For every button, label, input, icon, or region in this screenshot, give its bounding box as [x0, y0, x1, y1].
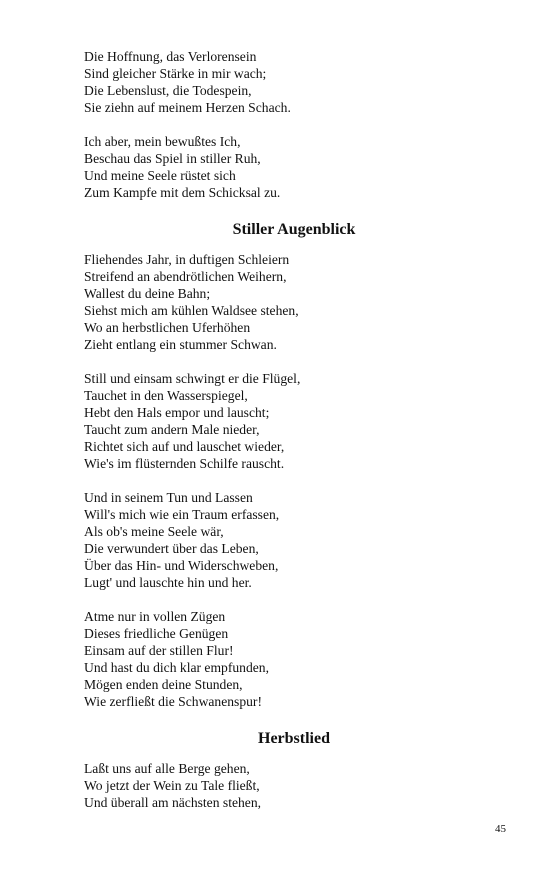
page-content: [84, 48, 504, 828]
verse-line: Über das Hin- und Widerschweben,: [84, 558, 279, 573]
verse-line: Hebt den Hals empor und lauscht;: [84, 405, 270, 420]
stanza: [84, 251, 504, 353]
verse-line: Sie ziehn auf meinem Herzen Schach.: [84, 100, 291, 115]
verse-line: Siehst mich am kühlen Waldsee stehen,: [84, 303, 299, 318]
verse-line: Streifend an abendrötlichen Weihern,: [84, 269, 287, 284]
verse-line: Und meine Seele rüstet sich: [84, 168, 236, 183]
verse-line: Zum Kampfe mit dem Schicksal zu.: [84, 185, 281, 200]
verse-line: Will's mich wie ein Traum erfassen,: [84, 507, 280, 522]
stanza: [84, 133, 504, 201]
verse-line: Die Hoffnung, das Verlorensein: [84, 49, 257, 64]
verse-line: Wo an herbstlichen Uferhöhen: [84, 320, 251, 335]
verse-line: Und überall am nächsten stehen,: [84, 795, 262, 810]
verse-line: Dieses friedliche Genügen: [84, 626, 229, 641]
verse-line: Sind gleicher Stärke in mir wach;: [84, 66, 267, 81]
stanza: [84, 489, 504, 591]
verse-line: Die verwundert über das Leben,: [84, 541, 259, 556]
stanza: [84, 760, 504, 811]
verse-line: Wie's im flüsternden Schilfe rauscht.: [84, 456, 285, 471]
verse-line: Beschau das Spiel in stiller Ruh,: [84, 151, 261, 166]
verse-line: Die Lebenslust, die Todespein,: [84, 83, 252, 98]
verse-line: Atme nur in vollen Zügen: [84, 609, 226, 624]
verse-line: Wallest du deine Bahn;: [84, 286, 211, 301]
verse-line: Laßt uns auf alle Berge gehen,: [84, 761, 250, 776]
verse-line: Ich aber, mein bewußtes Ich,: [84, 134, 241, 149]
verse-line: Taucht zum andern Male nieder,: [84, 422, 260, 437]
verse-line: Und in seinem Tun und Lassen: [84, 490, 253, 505]
verse-line: Still und einsam schwingt er die Flügel,: [84, 371, 301, 386]
fragment-poem: [84, 48, 504, 201]
stanza: [84, 48, 504, 116]
verse-line: Lugt' und lauschte hin und her.: [84, 575, 252, 590]
verse-line: Tauchet in den Wasserspiegel,: [84, 388, 248, 403]
verse-line: Als ob's meine Seele wär,: [84, 524, 224, 539]
poem-title: Stiller Augenblick: [232, 221, 356, 238]
verse-line: Wie zerfließt die Schwanenspur!: [84, 694, 262, 709]
stanza: [84, 608, 504, 710]
poem-stiller-augenblick: [84, 220, 504, 710]
poem-title: Herbstlied: [258, 730, 330, 747]
verse-line: Fliehendes Jahr, in duftigen Schleiern: [84, 252, 290, 267]
verse-line: Zieht entlang ein stummer Schwan.: [84, 337, 277, 352]
stanza: [84, 370, 504, 472]
verse-line: Und hast du dich klar empfunden,: [84, 660, 269, 675]
verse-line: Richtet sich auf und lauschet wieder,: [84, 439, 285, 454]
verse-line: Einsam auf der stillen Flur!: [84, 643, 234, 658]
poem-herbstlied: [84, 729, 504, 811]
verse-line: Mögen enden deine Stunden,: [84, 677, 243, 692]
page-number: 45: [495, 823, 506, 835]
verse-line: Wo jetzt der Wein zu Tale fließt,: [84, 778, 260, 793]
